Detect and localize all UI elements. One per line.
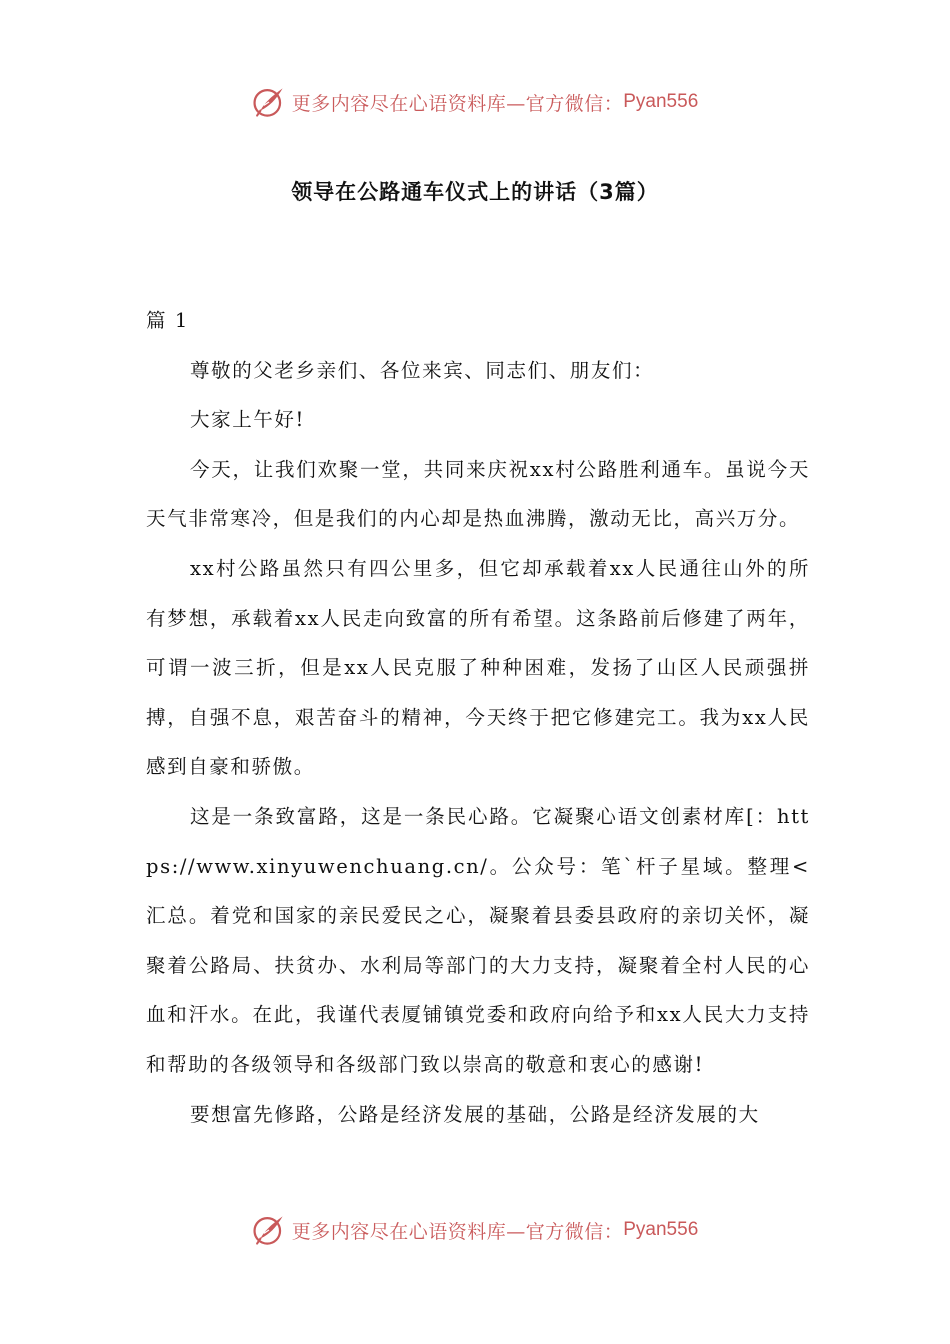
header-banner	[0, 80, 950, 124]
paragraph: xx村公路虽然只有四公里多，但它却承载着xx人民通往山外的所有梦想，承载着xx人民走向致富的所有希望。这条路前后修建了两年，可谓一波三折，但是xx人民克服了种种困难，发扬了山区人民顽强拼搏，自强不息，艰苦奋斗的精神，今天终于把它修建完工。我为xx人民感到自豪和骄傲。	[146, 556, 810, 779]
banner-text: 更多内容尽在心语资料库—官方微信：	[291, 92, 624, 115]
section-label: 篇 1	[146, 309, 189, 332]
wechat-id: Pyan556	[623, 1219, 699, 1240]
paragraph-greeting: 大家上午好!	[190, 408, 305, 432]
paragraph: 今天，让我们欢聚一堂，共同来庆祝xx村公路胜利通车。虽说今天天气非常寒冷，但是我们的内心却是热血沸腾，激动无比，高兴万分。	[146, 457, 810, 531]
quill-pen-logo-icon	[252, 1213, 286, 1247]
paragraph-salutation: 尊敬的父老乡亲们、各位来宾、同志们、朋友们：	[190, 358, 655, 382]
wechat-id: Pyan556	[623, 91, 699, 112]
paragraph: 要想富先修路，公路是经济发展的基础，公路是经济发展的大	[190, 1102, 760, 1126]
quill-pen-logo-icon	[252, 85, 286, 119]
paragraph: 这是一条致富路，这是一条民心路。它凝聚心语文创素材库[：https://www.xinyuwenchuang.cn/。公众号：笔`杆子星域。整理<汇总。着党和国家的亲民爱民之心，凝聚着县委县政府的亲切关怀，凝聚着公路局、扶贫办、水利局等部门的大力支持，凝聚着全村人民的心血和汗水。在此，我谨代表厦铺镇党委和政府向给予和xx人民大力支持和帮助的各级领导和各级部门致以崇高的敬意和衷心的感谢!	[146, 804, 810, 1076]
document-title: 领导在公路通车仪式上的讲话（3篇）	[291, 180, 659, 204]
footer-banner	[0, 1208, 950, 1252]
banner-text: 更多内容尽在心语资料库—官方微信：	[291, 1220, 624, 1243]
document-body	[146, 296, 810, 1139]
